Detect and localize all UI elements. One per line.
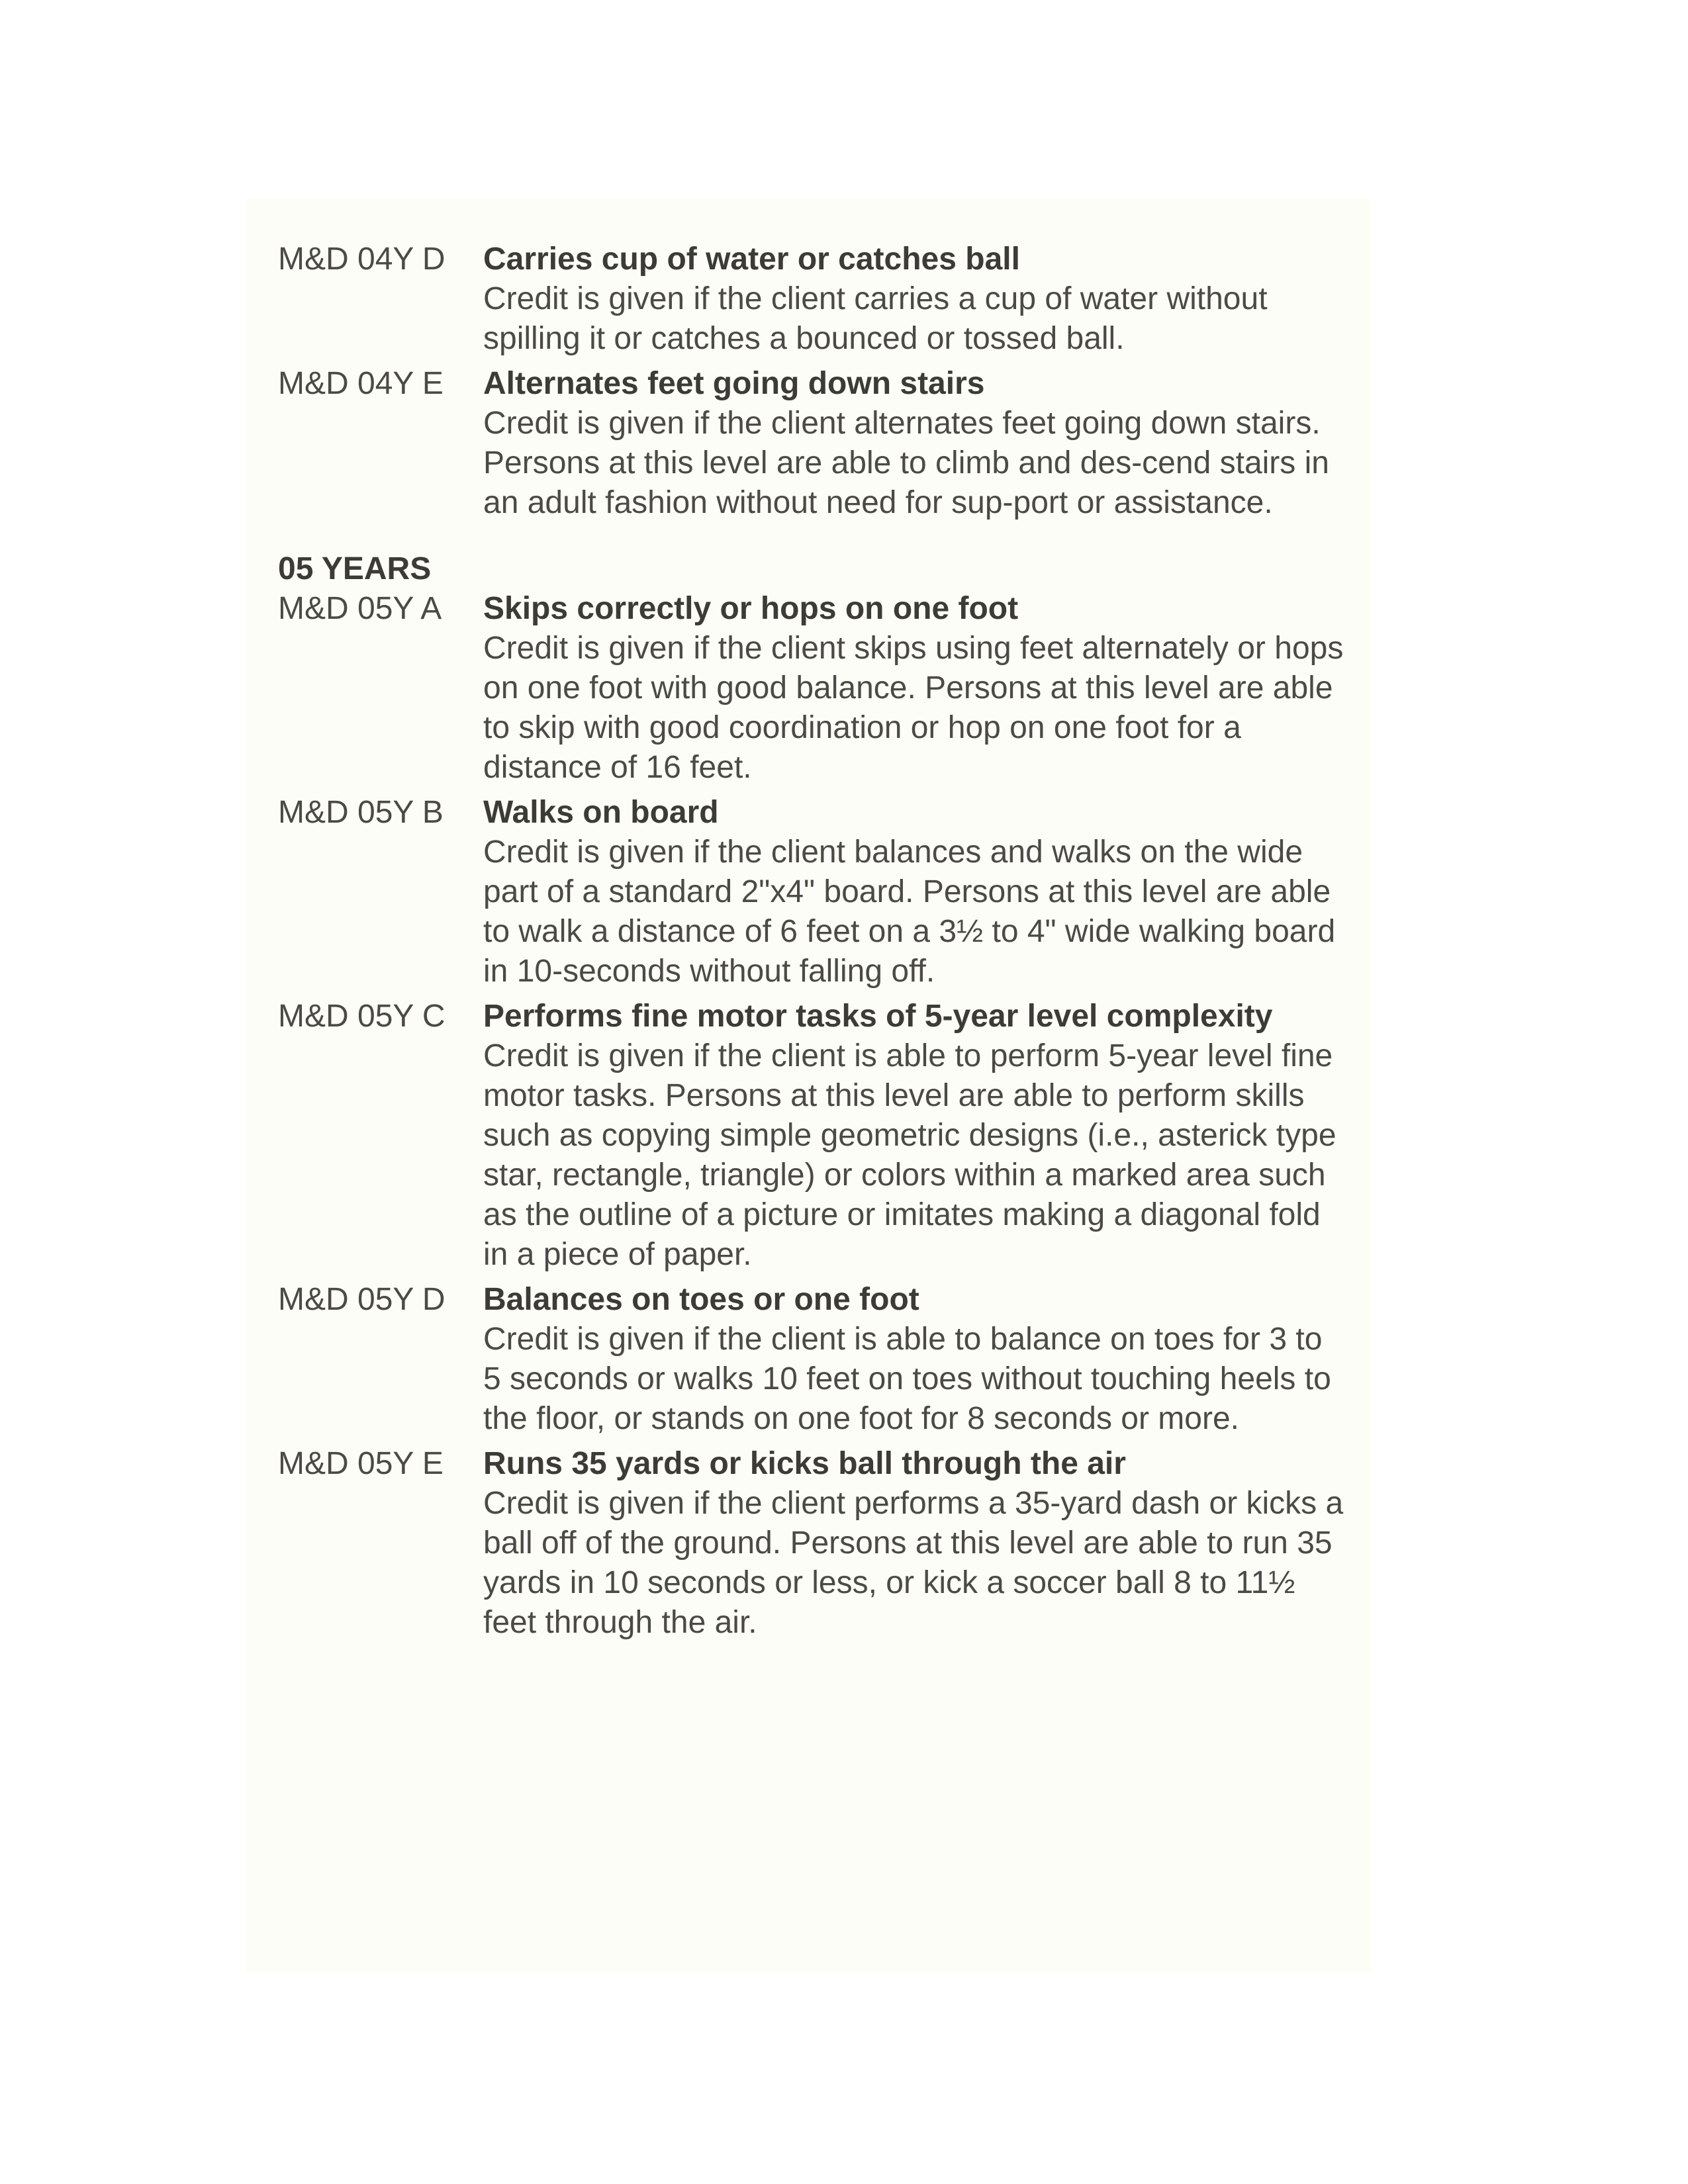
entry-code: M&D 05Y E <box>278 1446 444 1481</box>
entry-md-05y-e <box>278 1444 1364 1643</box>
entry-md-04y-e <box>278 364 1364 523</box>
entry-body <box>483 1444 1344 1643</box>
entry-title: Walks on board <box>483 795 719 830</box>
entry-description: Credit is given if the client performs a 35-yard dash or kicks a ball off of the ground. Persons at this level are able to run 35 yards in 10 seconds or less, or kick a soccer ball 8 to 11½ feet through the air. <box>483 1486 1344 1640</box>
entry-description: Credit is given if the client balances and walks on the wide part of a standard 2"x4" board. Persons at this level are able to walk a distance of 6 feet on a 3½ to 4" wide walking board in 10-seconds without falling off. <box>483 835 1336 989</box>
entry-body <box>483 364 1344 523</box>
entry-code: M&D 05Y A <box>278 591 442 626</box>
entry-md-05y-c <box>278 997 1364 1275</box>
entry-title: Carries cup of water or catches ball <box>483 242 1020 277</box>
entry-body <box>483 589 1344 788</box>
entry-code: M&D 05Y C <box>278 999 445 1034</box>
entry-code: M&D 04Y D <box>278 242 445 277</box>
entry-code: M&D 05Y B <box>278 795 444 830</box>
entry-description: Credit is given if the client alternates feet going down stairs. Persons at this level are able to climb and des-cend stairs in an adult fashion without need for sup-port or assistance. <box>483 406 1329 520</box>
entry-description: Credit is given if the client is able to balance on toes for 3 to 5 seconds or walks 10 feet on toes without touching heels to the floor, or stands on one foot for 8 seconds or more. <box>483 1322 1331 1436</box>
entry-body <box>483 1280 1344 1439</box>
entry-title: Runs 35 yards or kicks ball through the air <box>483 1446 1126 1481</box>
entry-title: Balances on toes or one foot <box>483 1282 919 1317</box>
entry-md-04y-d <box>278 240 1364 359</box>
entry-title: Alternates feet going down stairs <box>483 366 985 401</box>
document-content <box>278 240 1364 1648</box>
entry-code: M&D 04Y E <box>278 366 444 401</box>
entry-body <box>483 240 1344 359</box>
entry-title: Performs fine motor tasks of 5-year level complexity <box>483 999 1273 1034</box>
entry-body <box>483 793 1344 991</box>
entry-description: Credit is given if the client is able to perform 5-year level fine motor tasks. Persons at this level are able to perform skills such as copying simple geometric designs (i.e., asterick type star, rectangle, triangle) or colors within a marked area such as the outline of a picture or imitates making a diagonal fold in a piece of paper. <box>483 1038 1336 1272</box>
entry-code: M&D 05Y D <box>278 1282 445 1317</box>
entry-md-05y-b <box>278 793 1364 991</box>
entry-md-05y-d <box>278 1280 1364 1439</box>
entry-description: Credit is given if the client skips using feet alternately or hops on one foot with good balance. Persons at this level are able to skip with good coordination or hop on one foot for a distance of 16 feet. <box>483 631 1344 785</box>
entry-description: Credit is given if the client carries a cup of water without spilling it or catches a bounced or tossed ball. <box>483 281 1268 356</box>
section-heading-05-years: 05 YEARS <box>278 551 432 586</box>
entry-md-05y-a <box>278 589 1364 788</box>
entry-title: Skips correctly or hops on one foot <box>483 591 1019 626</box>
entry-body <box>483 997 1344 1275</box>
